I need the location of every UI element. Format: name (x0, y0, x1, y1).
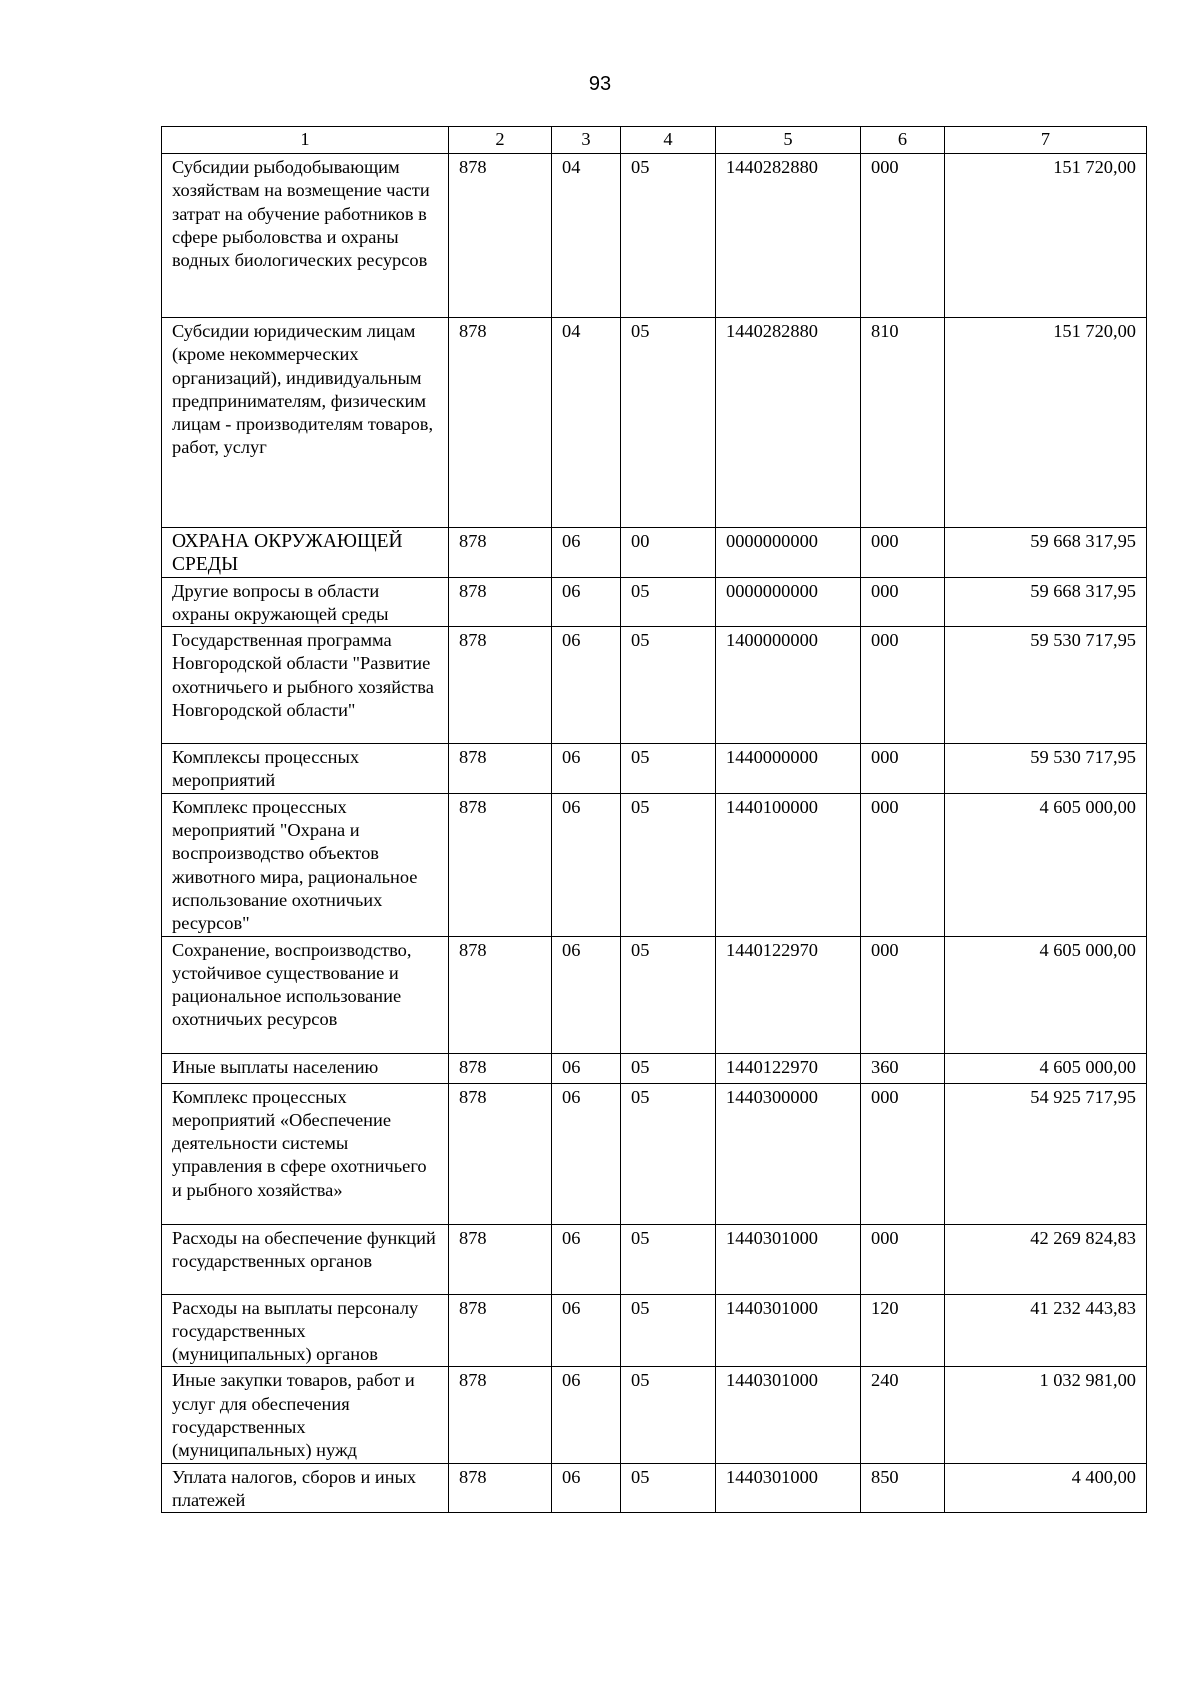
subsection-code-cell: 00 (621, 528, 716, 578)
amount-cell: 151 720,00 (945, 318, 1147, 528)
expense-type-cell: 360 (861, 1053, 945, 1083)
target-article-cell: 1400000000 (716, 627, 861, 744)
page-number: 93 (588, 73, 612, 95)
item-name-cell: Расходы на выплаты персоналу государственных (муниципальных) органов (162, 1294, 449, 1367)
table-row (162, 154, 1147, 318)
target-article-cell: 1440100000 (716, 793, 861, 936)
subsection-code-cell: 05 (621, 1367, 716, 1463)
ministry-code-cell: 878 (449, 528, 552, 578)
ministry-code-cell: 878 (449, 1083, 552, 1224)
subsection-code-cell: 05 (621, 744, 716, 794)
target-article-cell: 1440301000 (716, 1367, 861, 1463)
subsection-code-cell: 05 (621, 1053, 716, 1083)
table-row (162, 1083, 1147, 1224)
subsection-code-cell: 05 (621, 1224, 716, 1294)
subsection-code-cell: 05 (621, 936, 716, 1053)
item-name-cell: Сохранение, воспроизводство, устойчивое существование и рациональное использование охотничьих ресурсов (162, 936, 449, 1053)
subsection-code-cell: 05 (621, 318, 716, 528)
header-cell: 7 (945, 127, 1147, 154)
item-name-cell: Комплекс процессных мероприятий "Охрана и воспроизводство объектов животного мира, рациональное использование охотничьих ресурсов" (162, 793, 449, 936)
subsection-code-cell: 05 (621, 1463, 716, 1513)
item-name-cell: Субсидии рыбодобывающим хозяйствам на возмещение части затрат на обучение работников в сфере рыболовства и охраны водных биологических ресурсов (162, 154, 449, 318)
table-row (162, 1463, 1147, 1513)
expense-type-cell: 000 (861, 154, 945, 318)
expense-type-cell: 000 (861, 528, 945, 578)
expense-type-cell: 810 (861, 318, 945, 528)
section-code-cell: 06 (552, 577, 621, 627)
amount-cell: 42 269 824,83 (945, 1224, 1147, 1294)
subsection-code-cell: 05 (621, 1083, 716, 1224)
amount-cell: 59 530 717,95 (945, 627, 1147, 744)
target-article-cell: 1440000000 (716, 744, 861, 794)
item-name-cell: Комплексы процессных мероприятий (162, 744, 449, 794)
section-code-cell: 04 (552, 154, 621, 318)
table-row (162, 1053, 1147, 1083)
section-code-cell: 04 (552, 318, 621, 528)
header-cell: 1 (162, 127, 449, 154)
section-code-cell: 06 (552, 936, 621, 1053)
table-header-row (162, 127, 1147, 154)
ministry-code-cell: 878 (449, 318, 552, 528)
subsection-code-cell: 05 (621, 793, 716, 936)
amount-cell: 41 232 443,83 (945, 1294, 1147, 1367)
section-code-cell: 06 (552, 1083, 621, 1224)
expense-type-cell: 000 (861, 627, 945, 744)
header-cell: 6 (861, 127, 945, 154)
item-name-cell: Иные закупки товаров, работ и услуг для обеспечения государственных (муниципальных) нужд (162, 1367, 449, 1463)
subsection-code-cell: 05 (621, 1294, 716, 1367)
amount-cell: 59 668 317,95 (945, 528, 1147, 578)
item-name-cell: Иные выплаты населению (162, 1053, 449, 1083)
budget-table (161, 126, 1147, 1513)
table-row (162, 1294, 1147, 1367)
section-code-cell: 06 (552, 1053, 621, 1083)
table-row (162, 1367, 1147, 1463)
target-article-cell: 1440301000 (716, 1463, 861, 1513)
target-article-cell: 1440301000 (716, 1294, 861, 1367)
ministry-code-cell: 878 (449, 1367, 552, 1463)
ministry-code-cell: 878 (449, 627, 552, 744)
target-article-cell: 1440122970 (716, 1053, 861, 1083)
amount-cell: 59 530 717,95 (945, 744, 1147, 794)
expense-type-cell: 120 (861, 1294, 945, 1367)
section-code-cell: 06 (552, 528, 621, 578)
item-name-cell: Комплекс процессных мероприятий «Обеспечение деятельности системы управления в сфере охотничьего и рыбного хозяйства» (162, 1083, 449, 1224)
target-article-cell: 1440282880 (716, 318, 861, 528)
target-article-cell: 0000000000 (716, 577, 861, 627)
amount-cell: 151 720,00 (945, 154, 1147, 318)
section-code-cell: 06 (552, 1224, 621, 1294)
ministry-code-cell: 878 (449, 1463, 552, 1513)
subsection-code-cell: 05 (621, 627, 716, 744)
section-code-cell: 06 (552, 744, 621, 794)
ministry-code-cell: 878 (449, 1053, 552, 1083)
target-article-cell: 1440300000 (716, 1083, 861, 1224)
ministry-code-cell: 878 (449, 154, 552, 318)
expense-type-cell: 000 (861, 577, 945, 627)
section-code-cell: 06 (552, 627, 621, 744)
subsection-code-cell: 05 (621, 577, 716, 627)
ministry-code-cell: 878 (449, 1224, 552, 1294)
table-row (162, 318, 1147, 528)
item-name-cell: Уплата налогов, сборов и иных платежей (162, 1463, 449, 1513)
ministry-code-cell: 878 (449, 936, 552, 1053)
target-article-cell: 0000000000 (716, 528, 861, 578)
target-article-cell: 1440122970 (716, 936, 861, 1053)
table-row (162, 936, 1147, 1053)
amount-cell: 4 605 000,00 (945, 936, 1147, 1053)
header-cell: 4 (621, 127, 716, 154)
expense-type-cell: 850 (861, 1463, 945, 1513)
item-name-cell: ОХРАНА ОКРУЖАЮЩЕЙ СРЕДЫ (162, 528, 449, 578)
ministry-code-cell: 878 (449, 793, 552, 936)
amount-cell: 4 605 000,00 (945, 793, 1147, 936)
expense-type-cell: 000 (861, 744, 945, 794)
expense-type-cell: 240 (861, 1367, 945, 1463)
expense-type-cell: 000 (861, 936, 945, 1053)
table-row (162, 793, 1147, 936)
table-row (162, 528, 1147, 578)
target-article-cell: 1440282880 (716, 154, 861, 318)
section-code-cell: 06 (552, 793, 621, 936)
amount-cell: 4 605 000,00 (945, 1053, 1147, 1083)
expense-type-cell: 000 (861, 793, 945, 936)
item-name-cell: Государственная программа Новгородской области "Развитие охотничьего и рыбного хозяйства Новгородской области" (162, 627, 449, 744)
table-row (162, 627, 1147, 744)
header-cell: 2 (449, 127, 552, 154)
section-code-cell: 06 (552, 1294, 621, 1367)
item-name-cell: Расходы на обеспечение функций государственных органов (162, 1224, 449, 1294)
ministry-code-cell: 878 (449, 1294, 552, 1367)
target-article-cell: 1440301000 (716, 1224, 861, 1294)
item-name-cell: Субсидии юридическим лицам (кроме некоммерческих организаций), индивидуальным предпринимателям, физическим лицам - производителям товаров, работ, услуг (162, 318, 449, 528)
amount-cell: 4 400,00 (945, 1463, 1147, 1513)
section-code-cell: 06 (552, 1367, 621, 1463)
amount-cell: 54 925 717,95 (945, 1083, 1147, 1224)
table-row (162, 744, 1147, 794)
expense-type-cell: 000 (861, 1224, 945, 1294)
table-row (162, 1224, 1147, 1294)
item-name-cell: Другие вопросы в области охраны окружающей среды (162, 577, 449, 627)
subsection-code-cell: 05 (621, 154, 716, 318)
table-row (162, 577, 1147, 627)
ministry-code-cell: 878 (449, 577, 552, 627)
expense-type-cell: 000 (861, 1083, 945, 1224)
table-body (162, 127, 1147, 1513)
ministry-code-cell: 878 (449, 744, 552, 794)
section-code-cell: 06 (552, 1463, 621, 1513)
header-cell: 5 (716, 127, 861, 154)
amount-cell: 59 668 317,95 (945, 577, 1147, 627)
header-cell: 3 (552, 127, 621, 154)
amount-cell: 1 032 981,00 (945, 1367, 1147, 1463)
